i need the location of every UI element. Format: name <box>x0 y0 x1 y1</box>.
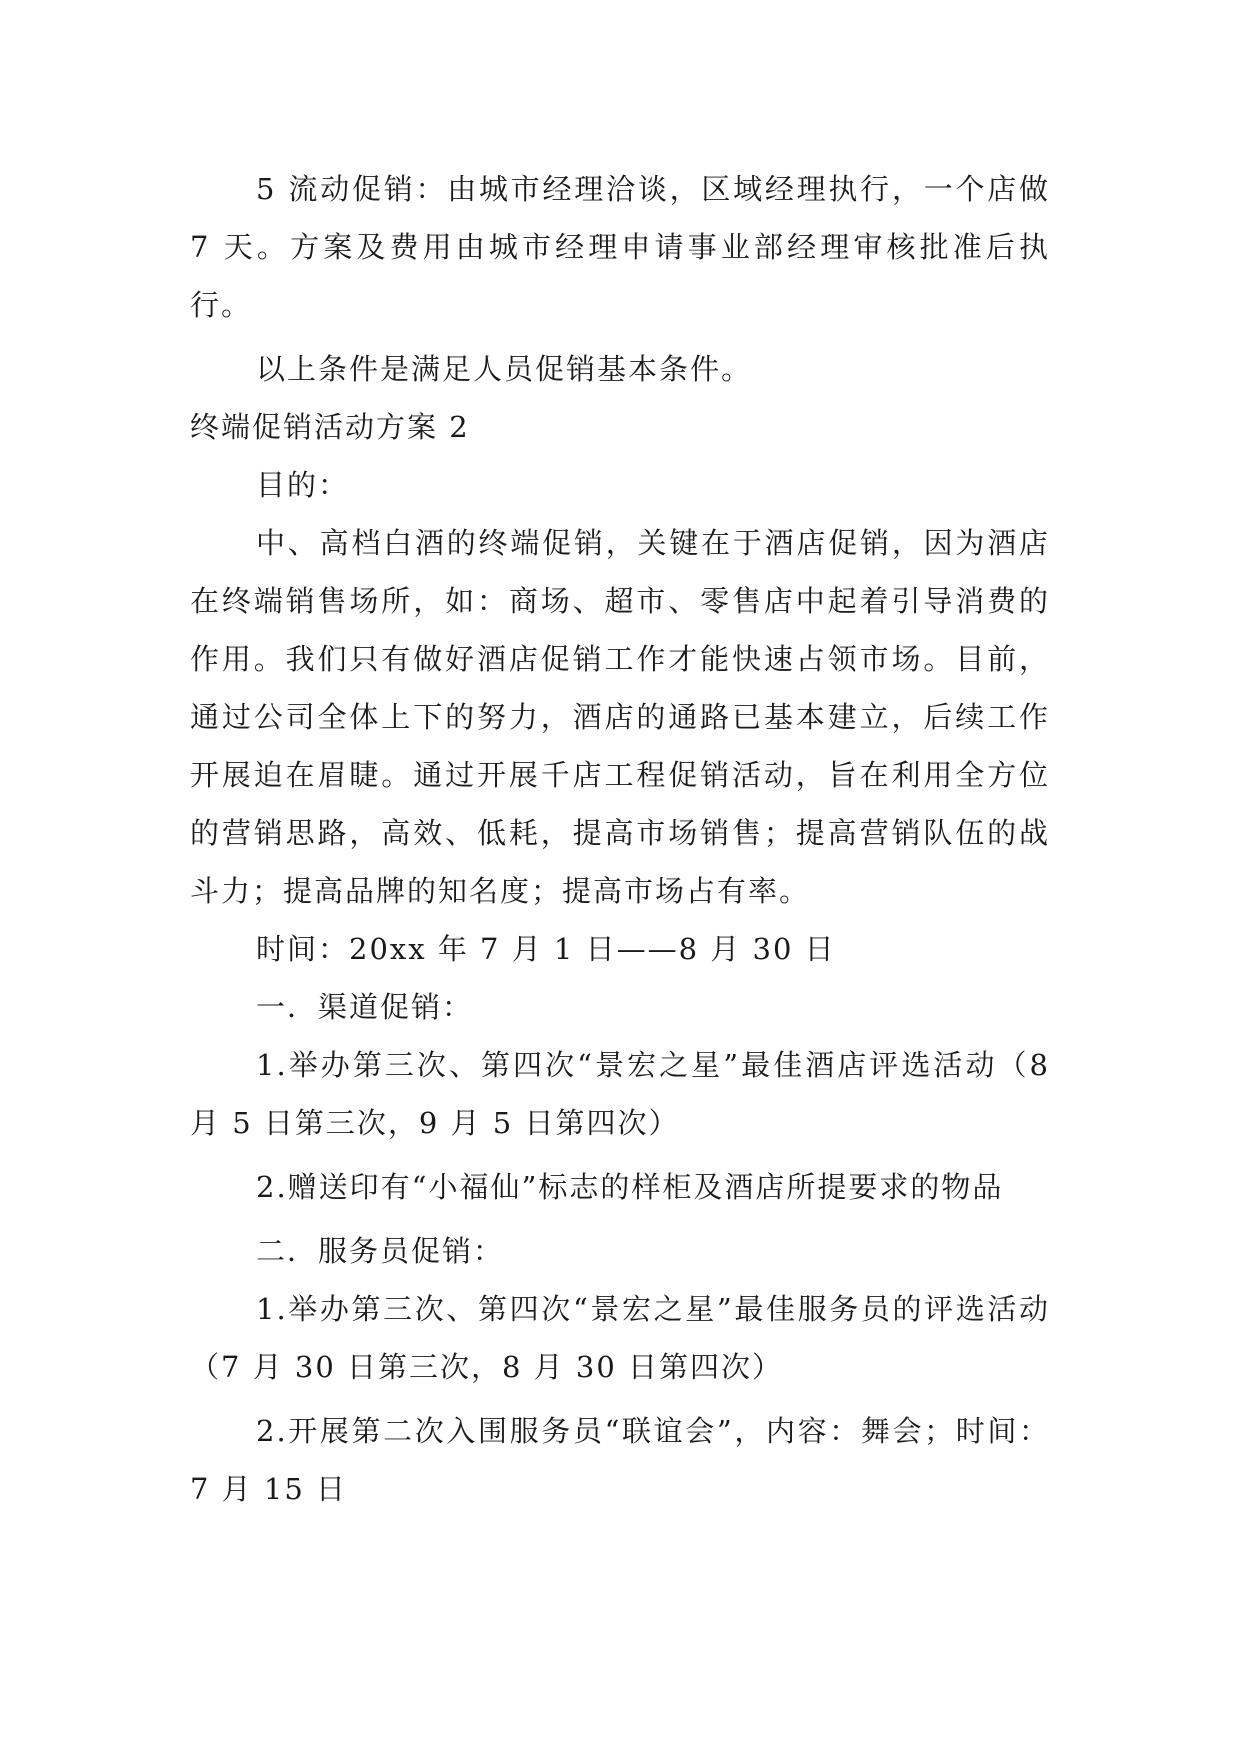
paragraph-purpose-body: 中、高档白酒的终端促销，关键在于酒店促销，因为酒店在终端销售场所，如：商场、超市、零售店中起着引导消费的作用。我们只有做好酒店促销工作才能快速占领市场。目前，通过公司全体上下的努力，酒店的通路已基本建立，后续工作开展迫在眉睫。通过开展千店工程促销活动，旨在利用全方位的营销思路，高效、低耗，提高市场销售；提高营销队伍的战斗力；提高品牌的知名度；提高市场占有率。 <box>190 526 1050 908</box>
paragraph-waiter-heading: 二．服务员促销： <box>256 1234 505 1268</box>
paragraph-channel-heading: 一．渠道促销： <box>256 990 474 1024</box>
paragraph-waiter-item-1: 1.举办第三次、第四次“景宏之星”最佳服务员的评选活动（7 月 30 日第三次，8 月 30 日第四次） <box>190 1292 1050 1384</box>
paragraph-conditions-note: 以上条件是满足人员促销基本条件。 <box>256 352 753 386</box>
paragraph-channel-item-2: 2.赠送印有“小福仙”标志的样柜及酒店所提要求的物品 <box>256 1170 1004 1204</box>
paragraph-waiter-item-2: 2.开展第二次入围服务员“联谊会”，内容：舞会；时间：7 月 15 日 <box>190 1414 1050 1506</box>
document-body <box>190 160 1050 1518</box>
paragraph-time: 时间：20xx 年 7 月 1 日——8 月 30 日 <box>256 932 836 966</box>
section-heading: 终端促销活动方案 2 <box>190 410 470 444</box>
paragraph-channel-item-1: 1.举办第三次、第四次“景宏之星”最佳酒店评选活动（8 月 5 日第三次，9 月 5 日第四次） <box>190 1048 1050 1140</box>
paragraph-mobile-promotion: 5 流动促销：由城市经理洽谈，区域经理执行，一个店做 7 天。方案及费用由城市经理申请事业部经理审核批准后执行。 <box>190 172 1050 322</box>
paragraph-purpose-label: 目的： <box>256 468 350 502</box>
